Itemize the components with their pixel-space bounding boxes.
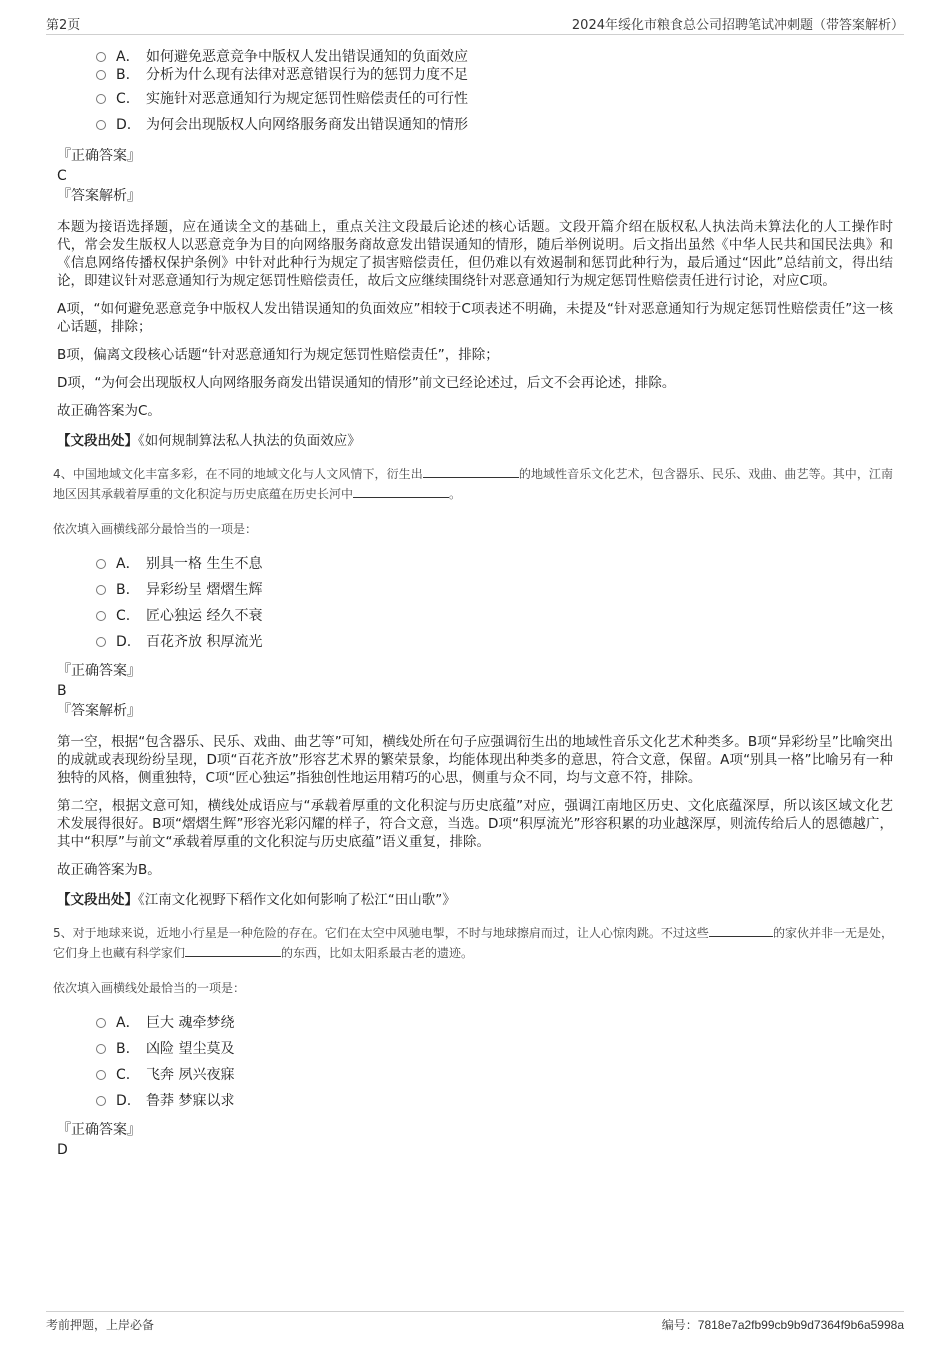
page-number: 第2页 — [46, 18, 81, 33]
radio-icon[interactable] — [96, 611, 106, 621]
q4-analysis-1: 第一空，根据“包含器乐、民乐、戏曲、曲艺等”可知，横线处所在句子应强调衍生出的地域性音乐文化艺术种类多。B项“异彩纷呈”比喻突出的成就或表现纷纷呈现，D项“百花齐放”形容艺术界的繁荣景象，均能体现出种类多的意思，符合文意，保留。A项“别具一格”比喻另有一种独特的风格，侧重独特，C项“匠心独运”指独创性地运用精巧的心思，侧重与众不同，均与文意不符，排除。 — [57, 734, 893, 786]
q5-answer: D — [57, 1142, 68, 1158]
radio-icon[interactable] — [96, 1070, 106, 1080]
q3-option-a[interactable]: A． 如何避免恶意竞争中版权人发出错误通知的负面效应 — [96, 44, 893, 70]
q4-option-c[interactable]: C. 匠心独运 经久不衰 — [96, 603, 893, 629]
blank-1 — [709, 924, 773, 937]
q4-prompt: 依次填入画横线部分最恰当的一项是： — [53, 522, 258, 536]
q4-stem: 4、中国地域文化丰富多彩，在不同的地域文化与人文风情下，衍生出 的地域性音乐文化艺术，包含器乐、民乐、戏曲、曲艺等。其中，江南地区因其承载着厚重的文化积淀与历史底蕴在历史长河中 。 — [53, 467, 893, 501]
q3-analysis-2: A项，“如何避免恶意竞争中版权人发出错误通知的负面效应”相较于C项表述不明确，未提及“针对恶意通知行为规定惩罚性赔偿责任”这一核心话题，排除； — [57, 301, 893, 335]
q3-source: 【文段出处】《如何规制算法私人执法的负面效应》 — [57, 433, 361, 449]
q4-answer: B — [57, 683, 67, 699]
document-title: 2024年绥化市粮食总公司招聘笔试冲刺题（带答案解析） — [571, 18, 904, 33]
q5-option-c[interactable]: C. 飞奔 夙兴夜寐 — [96, 1062, 893, 1088]
q5-options — [96, 1010, 893, 1114]
q3-option-b[interactable]: B. 分析为什么现有法律对恶意错误行为的惩罚力度不足 — [96, 64, 893, 86]
answer-label: 『正确答案』 — [57, 148, 141, 164]
q4-source: 【文段出处】《江南文化视野下稻作文化如何影响了松江“田山歌”》 — [57, 892, 456, 908]
radio-icon[interactable] — [96, 585, 106, 595]
q3-option-d[interactable]: D. 为何会出现版权人向网络服务商发出错误通知的情形 — [96, 112, 893, 138]
q3-analysis-3: B项，偏离文段核心话题“针对恶意通知行为规定惩罚性赔偿责任”，排除； — [57, 347, 499, 363]
q3-analysis-1: 本题为接语选择题，应在通读全文的基础上，重点关注文段最后论述的核心话题。文段开篇介绍在版权私人执法尚未算法化的人工操作时代，常会发生版权人以恶意竞争为目的向网络服务商故意发出错误通知的情形，随后举例说明。后文指出虽然《中华人民共和国民法典》和《信息网络传播权保护条例》中针对此种行为规定了损害赔偿责任，但仍难以有效遏制和惩罚此种行为，最后通过“因此”总结前文，得出结论，即建议针对恶意通知行为规定惩罚性赔偿责任，故后文应继续围绕针对恶意通知行为规定惩罚性赔偿责任进行讨论，对应C项。 — [57, 219, 893, 289]
document-code: 编号：7818e7a2fb99cb9b9d7364f9b6a5998a — [661, 1318, 904, 1332]
page-footer — [46, 1311, 904, 1334]
q5-stem: 5、对于地球来说，近地小行星是一种危险的存在。它们在太空中风驰电掣，不时与地球擦肩而过，让人心惊肉跳。不过这些 的家伙并非一无是处，它们身上也藏有科学家们 的东西，比如太阳系最古老的遗迹。 — [53, 926, 893, 960]
q4-option-a[interactable]: A． 别具一格 生生不息 — [96, 551, 893, 577]
q4-analysis-2: 第二空，根据文意可知，横线处成语应与“承载着厚重的文化积淀与历史底蕴”对应，强调江南地区历史、文化底蕴深厚，所以该区域文化艺术发展得很好。B项“熠熠生辉”形容光彩闪耀的样子，符合文意，当选。D项“积厚流光”形容积累的功业越深厚，则流传给后人的恩德越广，其中“积厚”与前文“承载着厚重的文化积淀与历史底蕴”语义重复，排除。 — [57, 798, 893, 850]
source-tag: 【文段出处】 — [57, 433, 138, 449]
source-tag: 【文段出处】 — [57, 892, 138, 908]
radio-icon[interactable] — [96, 94, 106, 104]
q5-option-a[interactable]: A． 巨大 魂牵梦绕 — [96, 1010, 893, 1036]
radio-icon[interactable] — [96, 559, 106, 569]
blank-2 — [185, 944, 281, 957]
radio-icon[interactable] — [96, 1018, 106, 1028]
radio-icon[interactable] — [96, 52, 106, 62]
analysis-label: 『答案解析』 — [57, 703, 141, 719]
answer-label: 『正确答案』 — [57, 663, 141, 679]
q3-answer: C — [57, 168, 67, 184]
q4-analysis-3: 故正确答案为B。 — [57, 862, 161, 878]
q5-option-b[interactable]: B. 凶险 望尘莫及 — [96, 1036, 893, 1062]
q5-option-d[interactable]: D. 鲁莽 梦寐以求 — [96, 1088, 893, 1114]
blank-1 — [423, 465, 519, 478]
radio-icon[interactable] — [96, 1096, 106, 1106]
q5-prompt: 依次填入画横线处最恰当的一项是： — [53, 981, 246, 995]
radio-icon[interactable] — [96, 120, 106, 130]
q3-option-c[interactable]: C. 实施针对恶意通知行为规定惩罚性赔偿责任的可行性 — [96, 86, 893, 112]
radio-icon[interactable] — [96, 70, 106, 80]
q4-options — [96, 551, 893, 655]
q3-analysis-4: D项，“为何会出现版权人向网络服务商发出错误通知的情形”前文已经论述过，后文不会再论述，排除。 — [57, 375, 676, 391]
q3-analysis-5: 故正确答案为C。 — [57, 403, 161, 419]
q4-option-d[interactable]: D. 百花齐放 积厚流光 — [96, 629, 893, 655]
document-body — [53, 44, 893, 1160]
q4-option-b[interactable]: B. 异彩纷呈 熠熠生辉 — [96, 577, 893, 603]
page-header — [46, 14, 904, 35]
radio-icon[interactable] — [96, 1044, 106, 1054]
blank-2 — [353, 485, 449, 498]
q3-options — [96, 44, 893, 138]
analysis-label: 『答案解析』 — [57, 188, 141, 204]
radio-icon[interactable] — [96, 637, 106, 647]
answer-label: 『正确答案』 — [57, 1122, 141, 1138]
footer-slogan: 考前押题，上岸必备 — [46, 1318, 155, 1332]
